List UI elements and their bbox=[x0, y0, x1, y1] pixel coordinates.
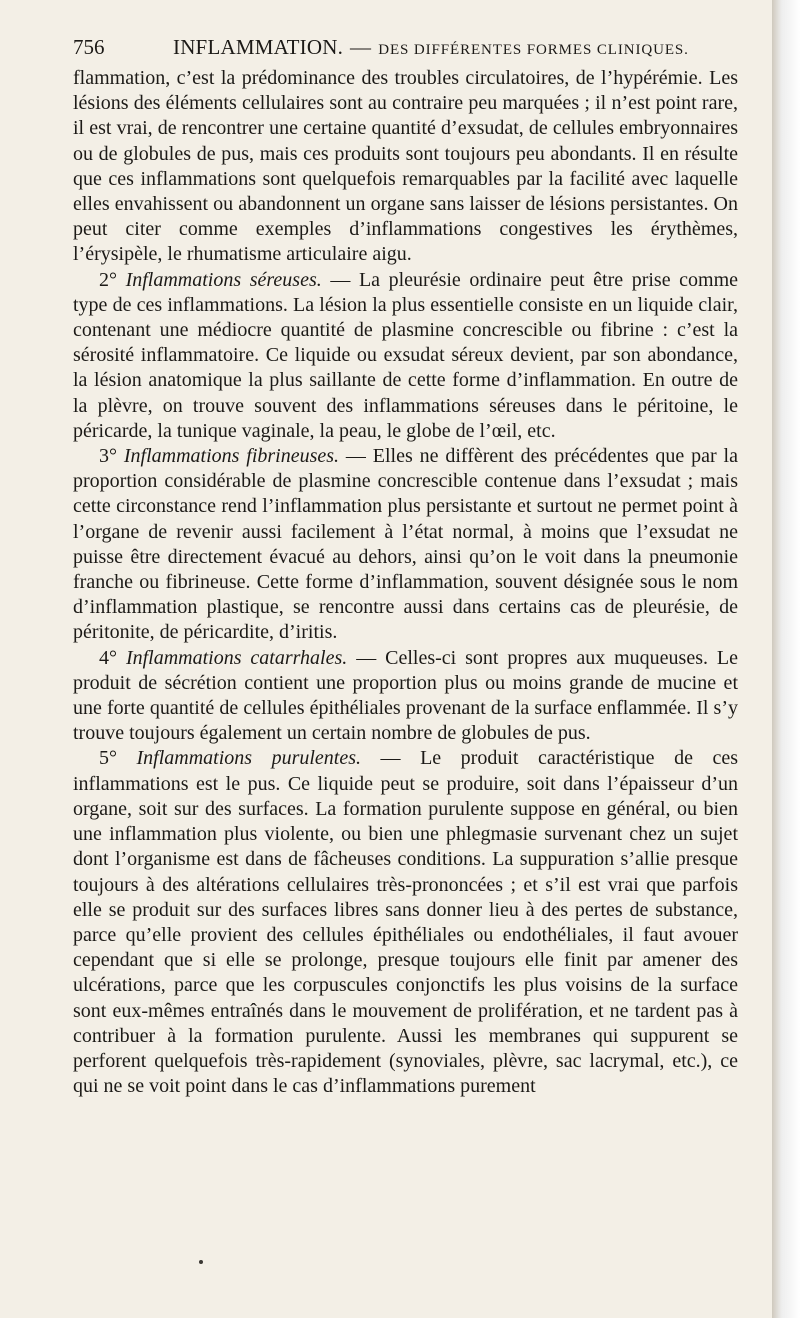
running-header bbox=[73, 33, 743, 67]
section-heading: Inflammations fibrineuses. bbox=[123, 445, 340, 468]
running-title-main: INFLAMMATION. bbox=[173, 35, 344, 59]
running-title-sub: DES DIFFÉRENTES FORMES CLINIQUES. bbox=[378, 42, 689, 58]
print-speck bbox=[199, 1260, 203, 1264]
paragraph-inflammations-catarrhales bbox=[73, 646, 738, 747]
paragraph-text: — Le produit caractéristique de ces inflammations est le pus. Ce liquide peut se produire, soit dans l’épaisseur d’un organe, soit sur des surfaces. La formation purulente suppose en général, ou bien une inflammation plus violente, ou bien une phlegmasie survenant chez un sujet dont l’organisme est dans de fâcheuses conditions. La suppuration s’allie presque toujours à des altérations cellulaires très-prononcées ; et s’il est vrai que parfois elle se produit sur des surfaces libres sans donner lieu à des pertes de substance, parce qu’elle provient des cellules épithéliales ou endothéliales, il faut avouer cependant que si elle se prolonge, presque toujours elle finit par amener des ulcérations, parce que les corpuscules conjonctifs les plus voisins de la surface sont eux-mêmes entraînés dans le mouvement de prolifération, et ne tardent pas à contribuer à la formation purulente. Aussi les membranes qui suppurent se perforent quelquefois très-rapidement (synoviales, plèvre, sac lacrymal, etc.), ce qui ne se voit point dans le cas d’inflammations purement bbox=[73, 747, 738, 1098]
paragraph-text: — Celles-ci sont propres aux muqueuses. Le produit de sécrétion contient une proportion plus ou moins grande de mucine et une forte quantité de cellules épithéliales provenant de la surface enflammée. Il s’y trouve toujours également un certain nombre de globules de pus. bbox=[73, 646, 739, 745]
section-number: 5° bbox=[99, 747, 117, 770]
paragraph-inflammations-purulentes bbox=[73, 746, 738, 1099]
section-heading: Inflammations catarrhales. bbox=[125, 646, 348, 669]
section-heading: Inflammations séreuses. bbox=[125, 268, 322, 291]
paragraph-text: flammation, c’est la prédominance des troubles circulatoires, de l’hypérémie. Les lésions des éléments cellulaires sont au contraire peu marquées ; il n’est point rare, il est vrai, de rencontrer une certaine quantité d’exsudat, de cellules embryonnaires ou de globules de pus, mais ces produits sont toujours peu abondants. Il en résulte que ces inflammations sont quelquefois remarquables par la facilité avec laquelle elles envahissent ou abandonnent un organe sans laisser de lésions persistantes. On peut citer comme exemples d’inflammations congestives les érythèmes, l’érysipèle, le rhumatisme articulaire aigu. bbox=[73, 67, 738, 266]
page-edge-margin bbox=[772, 0, 800, 1318]
paragraph-text: — La pleurésie ordinaire peut être prise comme type de ces inflammations. La lésion la plus essentielle consiste en un liquide clair, contenant une médiocre quantité de plasmine concrescible ou fibrine : c’est la sérosité inflammatoire. Ce liquide ou exsudat séreux devient, par son abondance, la lésion anatomique la plus saillante de cette forme d’inflammation. En outre de la plèvre, on trouve souvent des inflammations séreuses dans le péritoine, le péricarde, la tunique vaginale, la peau, le globe de l’œil, etc. bbox=[73, 268, 739, 442]
paragraph-continuation bbox=[73, 66, 738, 268]
page-number: 756 bbox=[73, 35, 105, 59]
section-number: 4° bbox=[99, 646, 117, 669]
running-title-dash: — bbox=[350, 35, 372, 59]
paragraph-text: — Elles ne diffèrent des précédentes que par la proportion considérable de plasmine concrescible contenue dans l’exsudat ; mais cette circonstance rend l’inflammation plus persistante et surtout ne permet point à l’organe de revenir aussi facilement à l’état normal, à moins que l’exsudat ne puisse être directement évacué au dehors, ainsi qu’on le voit dans la pneumonie franche ou fibrineuse. Cette forme d’inflammation, souvent désignée sous le nom d’inflammation plastique, se rencontre aussi dans certains cas de pleurésie, de péritonite, de péricardite, d’iritis. bbox=[73, 445, 738, 644]
section-heading: Inflammations purulentes. bbox=[136, 747, 362, 770]
body-text bbox=[73, 66, 738, 1099]
paragraph-inflammations-sereuses bbox=[73, 268, 738, 444]
paragraph-inflammations-fibrineuses bbox=[73, 444, 738, 646]
running-title bbox=[173, 35, 689, 60]
section-number: 2° bbox=[99, 268, 117, 291]
section-number: 3° bbox=[99, 445, 117, 468]
